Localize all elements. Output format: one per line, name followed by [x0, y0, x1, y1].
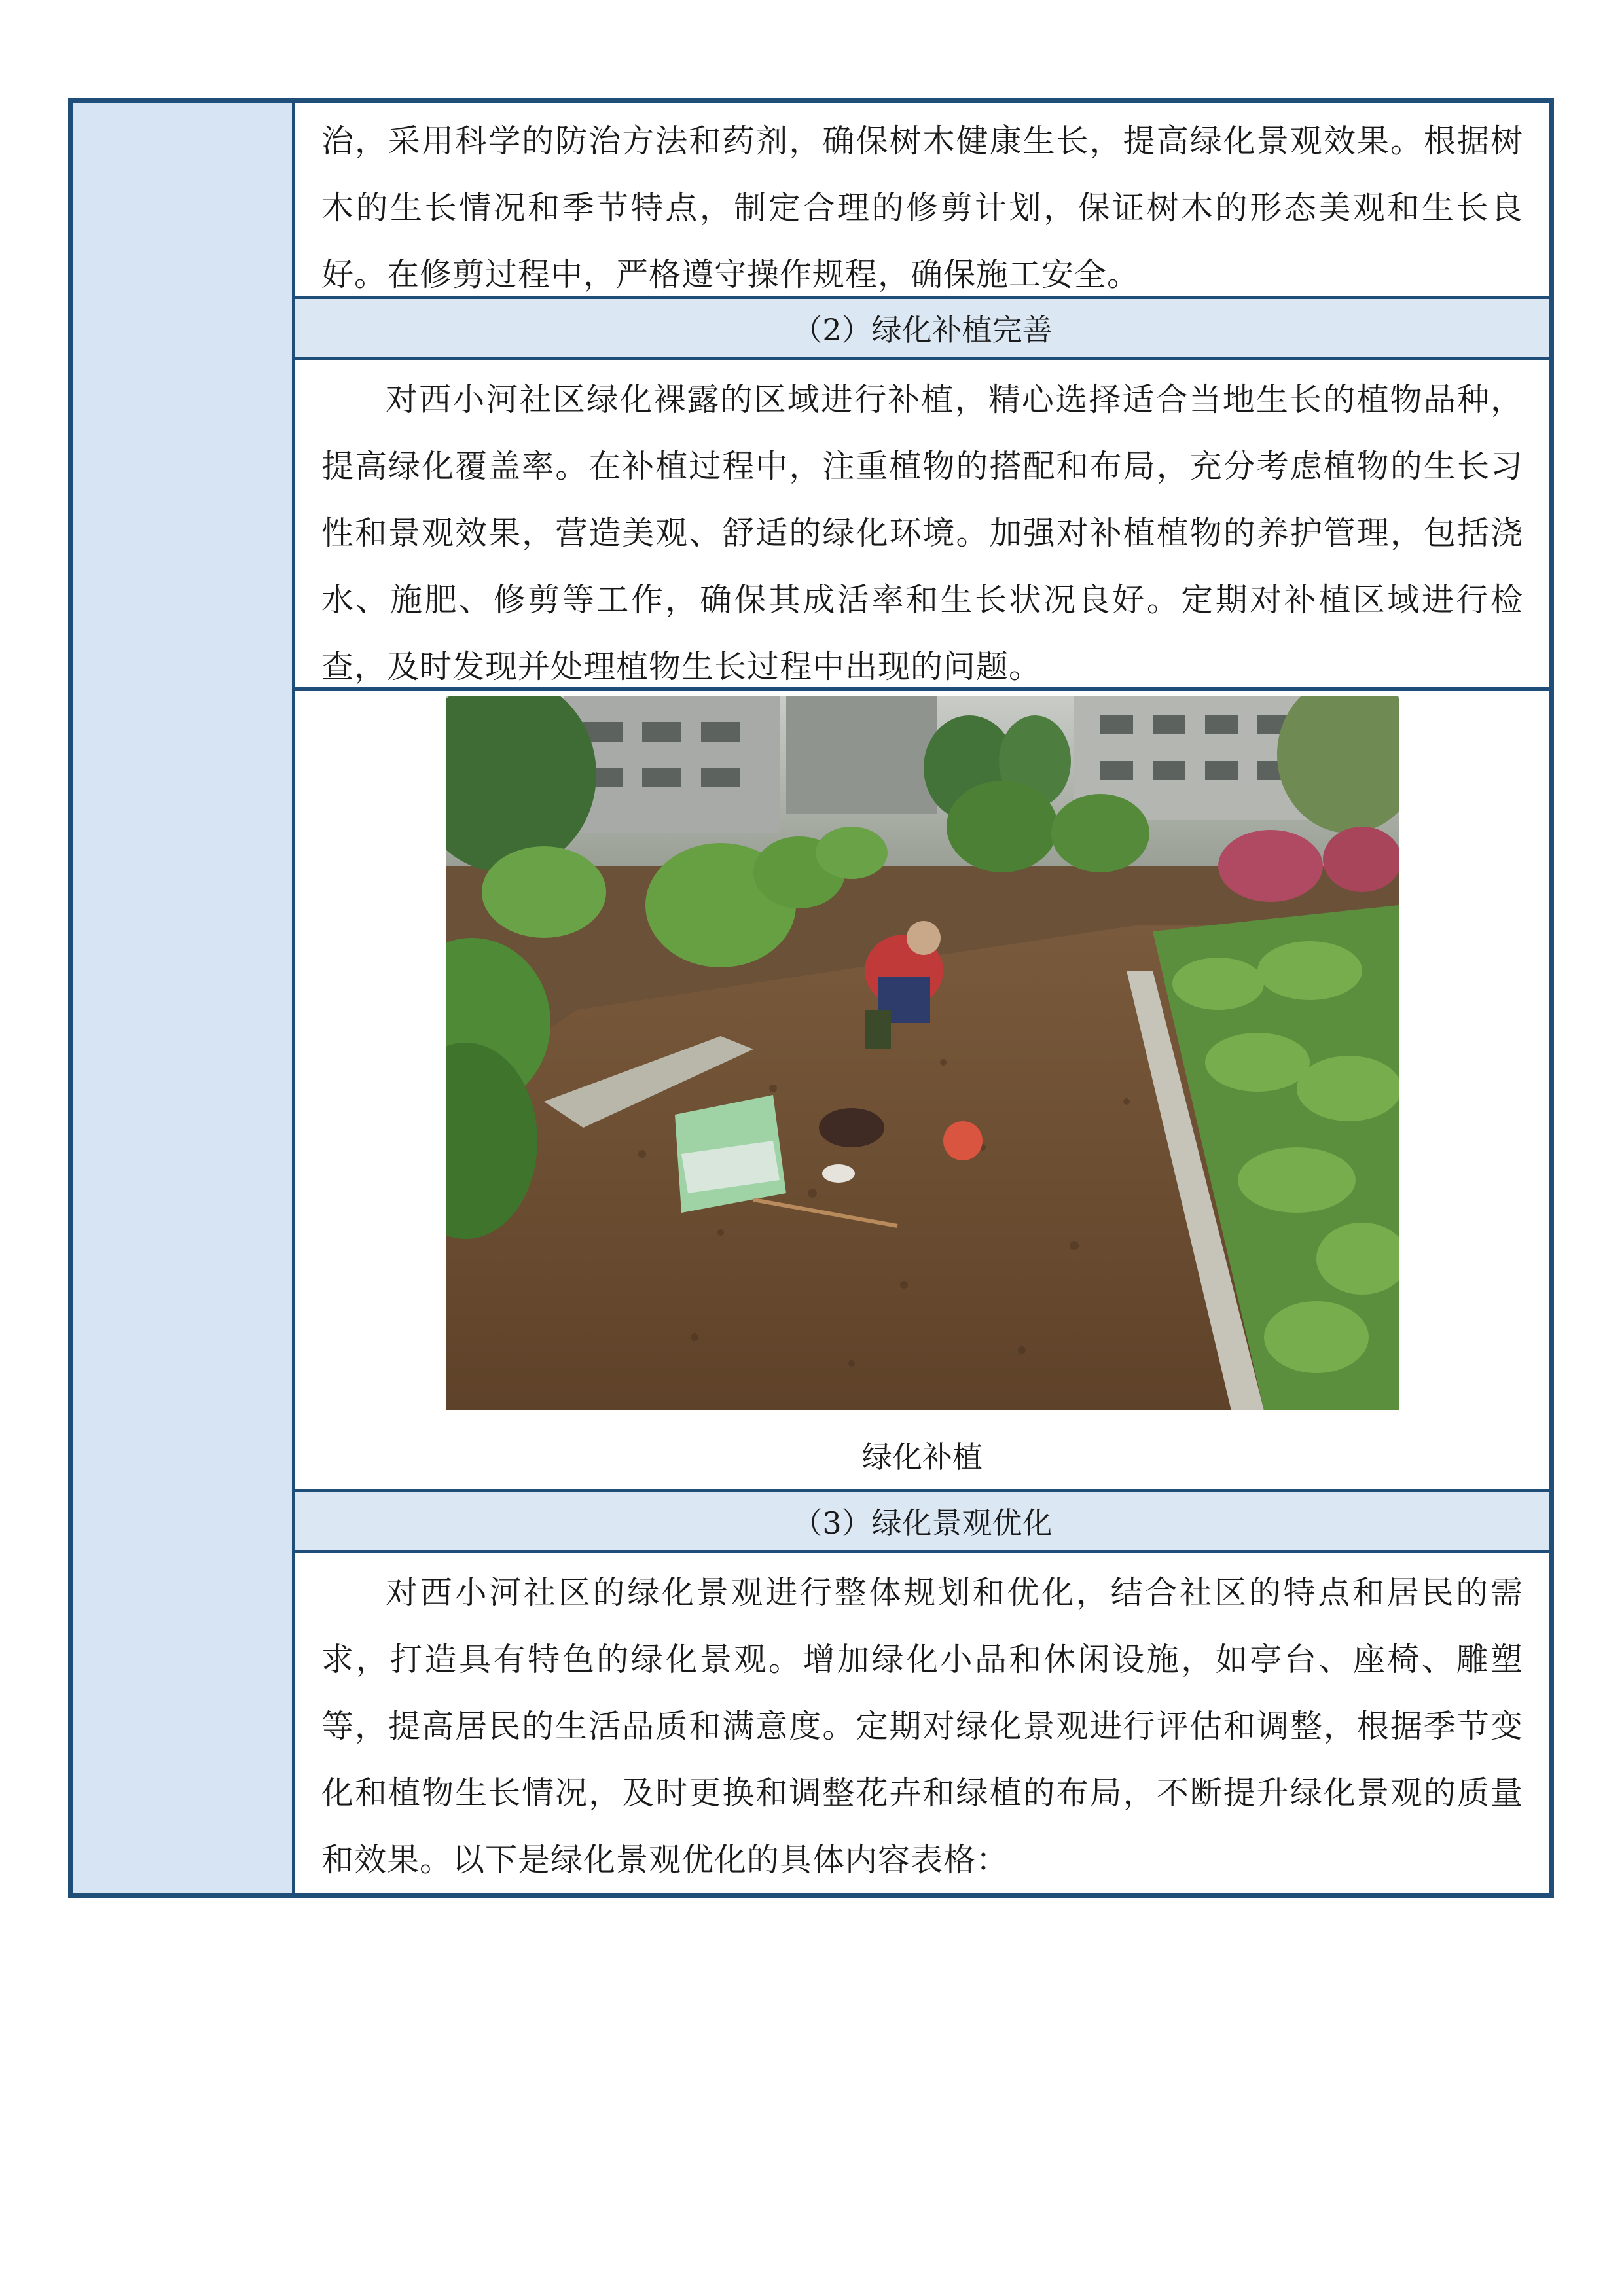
section3-heading: （3）绿化景观优化	[295, 1492, 1549, 1553]
photo-row	[295, 691, 1549, 1492]
section3-row	[295, 1553, 1549, 1893]
section1-paragraph: 治，采用科学的防治方法和药剂，确保树木健康生长，提高绿化景观效果。根据树木的生长情况和季节特点，制定合理的修剪计划，保证树木的形态美观和生长良好。在修剪过程中，严格遵守操作规程，确保施工安全。	[321, 122, 1523, 293]
table-left-column	[73, 103, 295, 1893]
photo-caption: 绿化补植	[862, 1439, 983, 1475]
section1-row	[295, 103, 1549, 299]
section3-paragraph: 对西小河社区的绿化景观进行整体规划和优化，结合社区的特点和居民的需求，打造具有特色的绿化景观。增加绿化小品和休闲设施，如亭台、座椅、雕塑等，提高居民的生活品质和满意度。定期对绿化景观进行评估和调整，根据季节变化和植物生长情况，及时更换和调整花卉和绿植的布局，不断提升绿化景观的质量和效果。以下是绿化景观优化的具体内容表格：	[321, 1573, 1523, 1878]
content-table	[68, 98, 1554, 1898]
section2-heading: （2）绿化补植完善	[295, 299, 1549, 360]
greening-replanting-photo	[446, 696, 1399, 1410]
table-right-column	[295, 103, 1549, 1893]
section2-row	[295, 360, 1549, 691]
section2-paragraph: 对西小河社区绿化裸露的区域进行补植，精心选择适合当地生长的植物品种，提高绿化覆盖率。在补植过程中，注重植物的搭配和布局，充分考虑植物的生长习性和景观效果，营造美观、舒适的绿化环境。加强对补植植物的养护管理，包括浇水、施肥、修剪等工作，确保其成活率和生长状况良好。定期对补植区域进行检查，及时发现并处理植物生长过程中出现的问题。	[321, 380, 1523, 685]
